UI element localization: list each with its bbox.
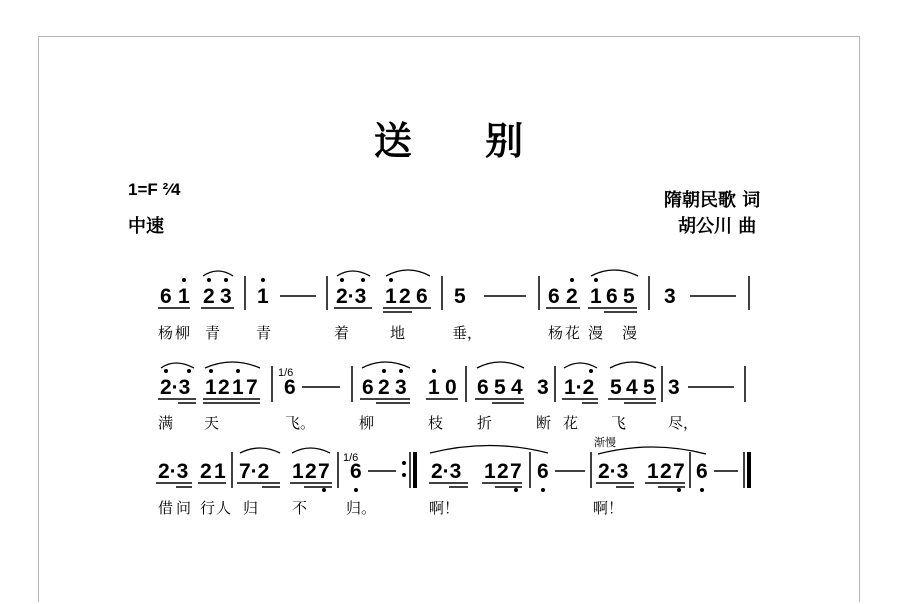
staff-row-3 (156, 435, 749, 517)
lyric: 啊！ (429, 500, 460, 517)
lyric: 断 (536, 415, 552, 432)
lyric: 青 (205, 325, 221, 342)
note: 1 (428, 376, 440, 399)
note: 6 (416, 285, 428, 308)
tempo-marking: 中速 (128, 216, 164, 237)
lyric: 花 (565, 325, 581, 342)
note: 7 (673, 460, 685, 483)
lyric: 漫 (622, 325, 638, 342)
lyric: 青 (256, 325, 272, 342)
note: 7 (510, 460, 522, 483)
lyric: 折 (477, 415, 493, 432)
lyric: 满 (158, 415, 174, 432)
grace-note: 1/6 (343, 452, 359, 464)
note: 6 (696, 460, 708, 483)
note: 2·3 (431, 460, 462, 483)
lyric: 柳 (175, 325, 191, 342)
lyric: 啊！ (593, 500, 624, 517)
note: 1·2 (564, 376, 595, 399)
tempo-annotation: 渐慢 (594, 437, 616, 449)
note: 2 (399, 285, 411, 308)
note: 5 (623, 285, 635, 308)
note: 2 (305, 460, 317, 483)
lyric: 杨 (158, 325, 174, 342)
note: 2 (660, 460, 672, 483)
lyric: 归 (243, 500, 259, 517)
composer-credit: 胡公川 曲 (678, 216, 757, 237)
note: 6 (350, 460, 362, 483)
note: 3 (668, 376, 680, 399)
note: 3 (395, 376, 407, 399)
lyric: 人 (216, 500, 232, 517)
lyric: 花 (563, 415, 579, 432)
lyric: 枝 (428, 415, 444, 432)
note: 5 (454, 285, 466, 308)
note: 3 (220, 285, 232, 308)
note: 4 (511, 376, 523, 399)
lyric: 不 (292, 500, 308, 517)
lyric: 天 (204, 415, 220, 432)
note: 1 (205, 376, 217, 399)
lyric: 地 (390, 325, 406, 342)
note: 2 (203, 285, 215, 308)
note: 6 (284, 376, 296, 399)
note: 3 (664, 285, 676, 308)
grace-note: 1/6 (278, 367, 294, 379)
note: 2·3 (158, 460, 189, 483)
note: 6 (160, 285, 172, 308)
lyric: 借 (158, 500, 174, 517)
note: 1 (647, 460, 659, 483)
note: 5 (643, 376, 655, 399)
note: 2·3 (160, 376, 191, 399)
lyric: 行 (200, 500, 216, 517)
lyric: 垂， (452, 325, 483, 342)
note: 2 (566, 285, 578, 308)
note: 5 (494, 376, 506, 399)
note: 1 (385, 285, 397, 308)
key-signature: 1=F ²⁄4 (128, 180, 181, 199)
note: 0 (445, 376, 457, 399)
note: 7 (318, 460, 330, 483)
song-title: 送 别 (373, 118, 554, 163)
note: 2 (497, 460, 509, 483)
note: 2 (378, 376, 390, 399)
note: 3 (537, 376, 549, 399)
note: 4 (626, 376, 638, 399)
note: 5 (610, 376, 622, 399)
staff-row-1 (158, 270, 749, 342)
note: 1 (178, 285, 190, 308)
note: 6 (548, 285, 560, 308)
lyric: 飞。 (285, 415, 316, 432)
note: 2·3 (598, 460, 629, 483)
lyric: 杨 (548, 325, 564, 342)
note: 7·2 (239, 460, 270, 483)
note: 1 (232, 376, 244, 399)
note: 2·3 (336, 285, 367, 308)
lyric: 飞 (611, 415, 627, 432)
note: 7 (246, 376, 258, 399)
lyric: 尽， (668, 415, 699, 432)
note: 6 (362, 376, 374, 399)
note: 2 (218, 376, 230, 399)
lyric: 归。 (346, 500, 377, 517)
note: 2 (200, 460, 212, 483)
note: 6 (606, 285, 618, 308)
note: 6 (537, 460, 549, 483)
lyric: 漫 (588, 325, 604, 342)
note: 1 (484, 460, 496, 483)
lyric: 问 (176, 500, 192, 517)
lyricist-credit: 隋朝民歌 词 (664, 190, 761, 211)
note: 1 (214, 460, 226, 483)
lyric: 着 (334, 325, 350, 342)
staff-row-2 (158, 362, 745, 432)
note: 1 (292, 460, 304, 483)
note: 6 (477, 376, 489, 399)
note: 1 (590, 285, 602, 308)
note: 1 (257, 285, 269, 308)
lyric: 柳 (359, 415, 375, 432)
